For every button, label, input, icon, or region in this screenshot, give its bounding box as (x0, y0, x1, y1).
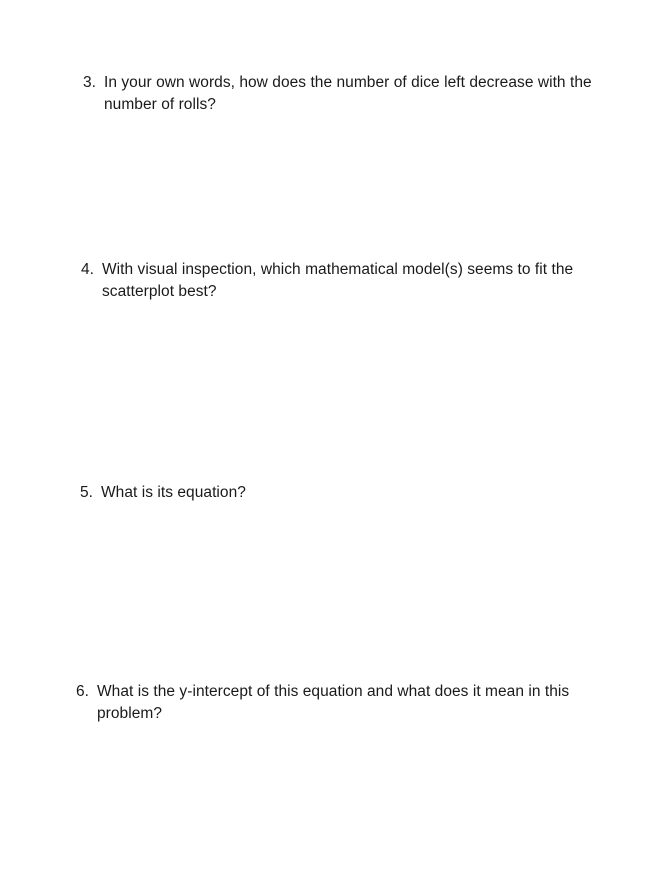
question-text: What is its equation? (101, 484, 246, 501)
question-text: What is the y-intercept of this equation and what does it mean in this problem? (97, 683, 570, 722)
question-text: With visual inspection, which mathematical model(s) seems to fit the scatterplot best? (102, 261, 574, 300)
question-number: 3. (83, 74, 97, 91)
question-number: 4. (81, 261, 95, 278)
question-text: In your own words, how does the number of dice left decrease with the number of rolls? (104, 74, 592, 113)
question-number: 5. (80, 484, 94, 501)
question-number: 6. (76, 683, 90, 700)
